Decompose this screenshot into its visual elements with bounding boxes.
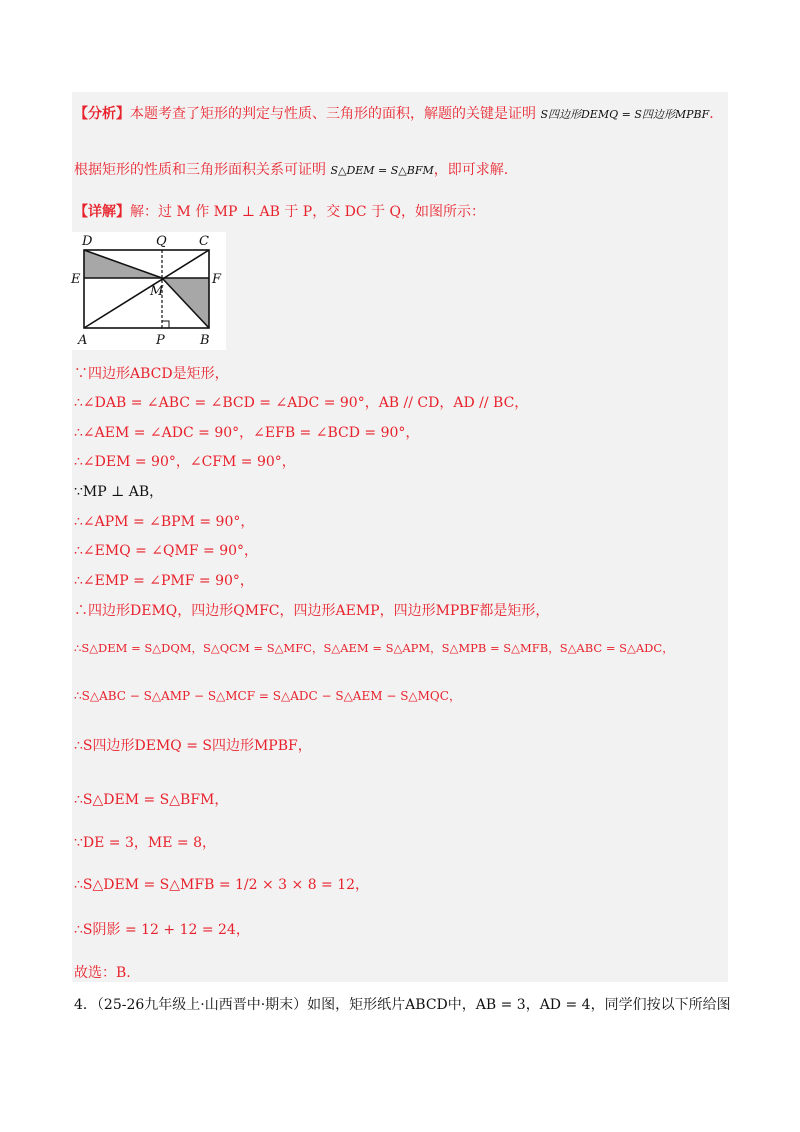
- step-line: ∴S△DEM = S△MFB = 1/2 × 3 × 8 = 12，: [74, 877, 370, 893]
- rectangle-figure: [70, 232, 226, 350]
- detail-label: 【详解】: [74, 204, 130, 220]
- analysis-line2-text: 根据矩形的性质和三角形面积关系可证明: [74, 162, 326, 178]
- analysis-line: [74, 104, 714, 125]
- label-a: A: [78, 333, 88, 348]
- step-line: ∴S△DEM = S△DQM，S△QCM = S△MFC，S△AEM = S△APM，S△MPB = S△MFB，S△ABC = S△ADC，: [74, 641, 674, 655]
- step-line: ∵DE = 3，ME = 8，: [74, 835, 216, 851]
- label-c: C: [199, 234, 209, 249]
- step-line: ∴四边形DEMQ，四边形QMFC，四边形AEMP，四边形MPBF都是矩形，: [74, 603, 550, 619]
- step-line: ∴∠DAB = ∠ABC = ∠BCD = ∠ADC = 90°，AB // CD，AD // BC，: [74, 395, 529, 411]
- label-b: B: [200, 333, 210, 348]
- label-p: P: [156, 333, 165, 348]
- step-line: ∵MP ⊥ AB，: [74, 484, 164, 500]
- step-line: ∴S阴影 = 12 + 12 = 24，: [74, 922, 250, 938]
- analysis-line-2: [74, 160, 508, 181]
- analysis-text: 本题考查了矩形的判定与性质、三角形的面积，解题的关键是证明: [130, 106, 536, 122]
- step-line: ∵四边形ABCD是矩形，: [74, 366, 229, 382]
- step-line: ∴S四边形DEMQ = S四边形MPBF，: [74, 738, 312, 754]
- step-line: ∴∠AEM = ∠ADC = 90°，∠EFB = ∠BCD = 90°，: [74, 425, 420, 441]
- analysis-formula: S四边形DEMQ = S四边形MPBF: [540, 108, 710, 121]
- analysis-line2-end: ，即可求解.: [433, 162, 509, 178]
- label-e: E: [71, 272, 81, 287]
- question-4: 4．（25-26九年级上·山西晋中·期末）如图，矩形纸片ABCD中，AB = 3，AD = 4，同学们按以下所给图: [74, 997, 731, 1013]
- step-line: ∴∠APM = ∠BPM = 90°，: [74, 514, 255, 530]
- analysis-end: .: [709, 106, 714, 122]
- step-line: ∴S△ABC − S△AMP − S△MCF = S△ADC − S△AEM − S△MQC，: [74, 689, 461, 703]
- label-d: D: [82, 234, 93, 249]
- detail-line: [74, 202, 485, 222]
- label-f: F: [212, 272, 222, 287]
- analysis-line2-formula: S△DEM = S△BFM: [330, 164, 434, 177]
- label-q: Q: [156, 234, 167, 249]
- analysis-label: 【分析】: [74, 106, 130, 122]
- step-line: ∴∠DEM = 90°，∠CFM = 90°，: [74, 454, 296, 470]
- label-m: M: [150, 284, 164, 299]
- step-line: ∴S△DEM = S△BFM，: [74, 792, 229, 808]
- step-line: 故选：B.: [74, 965, 131, 981]
- detail-text: 解：过 M 作 MP ⊥ AB 于 P，交 DC 于 Q，如图所示：: [130, 204, 485, 220]
- step-line: ∴∠EMQ = ∠QMF = 90°，: [74, 543, 259, 559]
- step-line: ∴∠EMP = ∠PMF = 90°，: [74, 573, 254, 589]
